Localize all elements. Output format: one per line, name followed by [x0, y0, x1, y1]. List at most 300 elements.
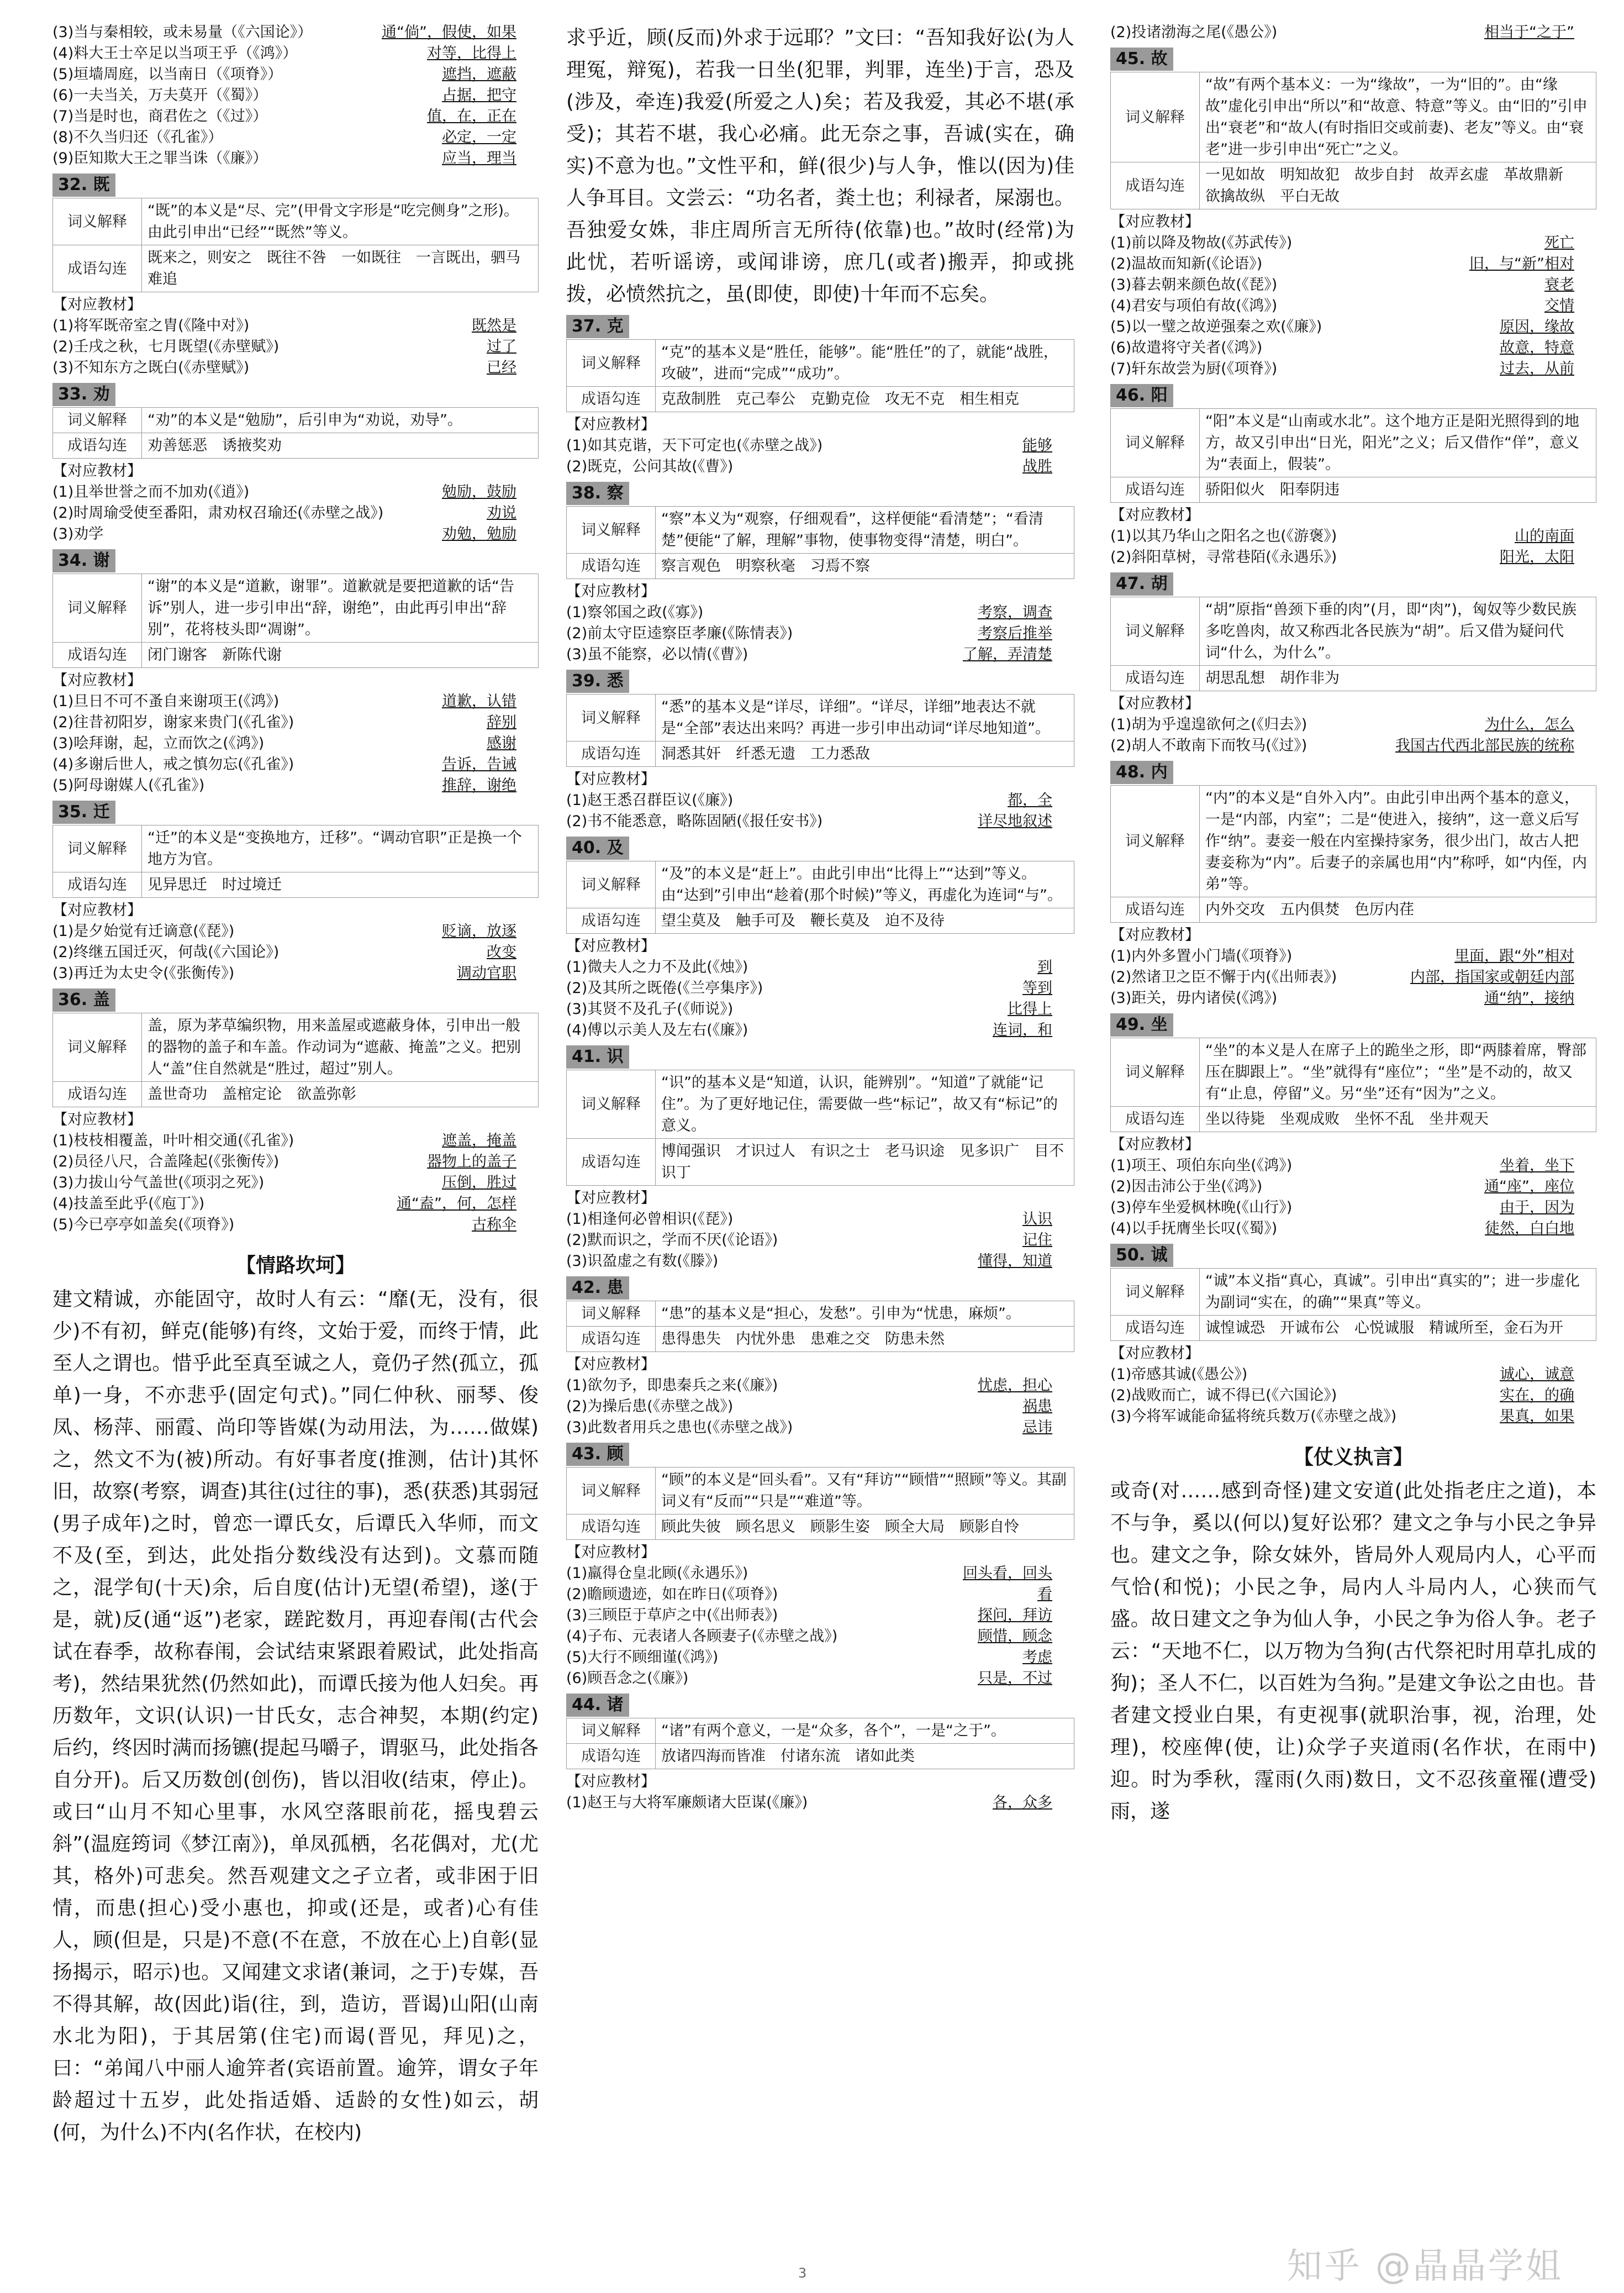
example-sentence: (2)终继五国迁灭，何哉(《六国论》) — [52, 944, 280, 961]
textbook-label: 【对应教材】 — [566, 771, 656, 788]
example-sentence: (1)赵王与大将军廉颇诸大臣谋(《廉》) — [566, 1794, 808, 1811]
meaning-text: “患”的基本义是“担心，发愁”。引申为“忧患，麻烦”。 — [656, 1301, 1074, 1327]
meaning-text: “悉”的基本义是“详尽，详细”。“详尽，详细”地表达不就是“全部”表达出来吗？再进一步引申出动词“详尽地知道”。 — [656, 695, 1074, 741]
example-sentence: (1)赵王悉召群臣议(《廉》) — [566, 792, 734, 809]
idiom-label: 成语勾连 — [53, 643, 142, 668]
example-meaning: 记住 — [1022, 1232, 1052, 1249]
word-entries — [52, 169, 539, 1235]
example-meaning: 既然是 — [472, 317, 516, 334]
textbook-item — [1110, 1197, 1596, 1218]
textbook-item — [52, 1214, 539, 1235]
textbook-item — [52, 148, 539, 169]
word-entry — [52, 796, 539, 984]
textbook-item — [566, 1396, 1074, 1417]
idiom-text: 察言观色 明察秋毫 习焉不察 — [656, 554, 1074, 579]
column-left — [52, 22, 539, 2149]
example-sentence: (2)壬戌之秋，七月既望(《赤壁赋》) — [52, 338, 280, 355]
textbook-item — [566, 456, 1074, 477]
textbook-item — [566, 644, 1074, 665]
textbook-item — [1110, 735, 1596, 756]
textbook-item — [52, 315, 539, 336]
idiom-text: 盖世奇功 盖棺定论 欲盖弥彰 — [142, 1082, 539, 1107]
textbook-item — [1110, 338, 1596, 359]
meaning-label: 词义解释 — [1111, 1038, 1200, 1107]
textbook-item — [566, 811, 1074, 832]
idiom-text: 博闻强识 才识过人 有识之士 老马识途 见多识广 目不识丁 — [656, 1139, 1074, 1186]
textbook-item — [566, 1020, 1074, 1041]
idiom-label: 成语勾连 — [53, 245, 142, 292]
example-sentence: (4)多谢后世人，戒之慎勿忘(《孔雀》) — [52, 756, 294, 773]
definition-table — [52, 825, 539, 898]
word-entry — [566, 1438, 1074, 1689]
example-meaning: 各，众多 — [993, 1794, 1052, 1811]
meaning-text: “及”的本义是“赶上”。由此引申出“比得上”“达到”等义。由“达到”引申出“趁着(那个时候)”等义，再虚化为连词“与”。 — [656, 861, 1074, 908]
meaning-label: 词义解释 — [567, 507, 656, 554]
example-sentence: (1)项王、项伯东向坐(《鸿》) — [1110, 1157, 1293, 1174]
example-sentence: (3)劝学 — [52, 525, 104, 543]
idiom-label: 成语勾连 — [1111, 666, 1200, 691]
example-meaning: 祸患 — [1022, 1398, 1052, 1415]
idiom-label: 成语勾连 — [1111, 897, 1200, 923]
textbook-item — [1110, 317, 1596, 338]
example-meaning: 调动官职 — [457, 965, 516, 982]
idiom-text: 放诸四海而皆准 付诸东流 诸如此类 — [656, 1744, 1074, 1769]
definition-table — [566, 1301, 1074, 1352]
meaning-text: “内”的本义是“自外入内”。由此引申出两个基本的意义，一是“内部，内室”；二是“使进入，接纳”，这一意义后写作“纳”。妻妾一般在内室操持家务，很少出门，故古人把妻妾称为“内”。后妻子的亲属也用“内”称呼，如“内侄，内弟”等。 — [1200, 786, 1596, 897]
meaning-text: “诸”有两个意义，一是“众多，各个”，一是“之于”。 — [656, 1718, 1074, 1744]
word-entry — [52, 169, 539, 378]
word-heading: 39. 悉 — [566, 670, 629, 693]
textbook-items — [52, 315, 539, 378]
example-meaning: 考察，调查 — [978, 604, 1052, 621]
textbook-label: 【对应教材】 — [52, 1111, 142, 1128]
meaning-label: 词义解释 — [567, 1718, 656, 1744]
example-meaning: 压倒，胜过 — [442, 1174, 516, 1191]
definition-table — [52, 407, 539, 459]
example-meaning: 实在，的确 — [1500, 1387, 1574, 1404]
textbook-items — [52, 691, 539, 796]
example-sentence: (5)阿母谢媒人(《孔雀》) — [52, 777, 205, 794]
example-meaning: 辞别 — [487, 714, 516, 731]
example-meaning: 内部，指国家或朝廷内部 — [1410, 969, 1574, 986]
example-meaning: 衰老 — [1544, 276, 1574, 293]
example-meaning: 为什么，怎么 — [1485, 716, 1574, 733]
textbook-items — [566, 602, 1074, 665]
example-sentence: (3)其贤不及孔子(《师说》) — [566, 1001, 734, 1018]
example-meaning: 山的南面 — [1515, 528, 1574, 545]
example-meaning: 我国古代西北部民族的统称 — [1395, 737, 1574, 754]
textbook-item — [52, 127, 539, 148]
example-sentence: (3)三顾臣于草庐之中(《出师表》) — [566, 1607, 778, 1624]
word-heading: 40. 及 — [566, 837, 629, 860]
idiom-label: 成语勾连 — [1111, 1107, 1200, 1132]
textbook-label: 【对应教材】 — [566, 1190, 656, 1207]
word-entry — [566, 311, 1074, 477]
word-heading: 42. 患 — [566, 1276, 629, 1300]
textbook-item — [1110, 1218, 1596, 1239]
textbook-label: 【对应教材】 — [52, 902, 142, 919]
textbook-item — [1110, 946, 1596, 967]
word-entry — [566, 1041, 1074, 1272]
word-entry — [52, 984, 539, 1235]
example-sentence: (4)傅以示美人及左右(《廉》) — [566, 1022, 748, 1039]
word-heading: 45. 故 — [1110, 48, 1173, 71]
word-entry — [52, 378, 539, 545]
idiom-label: 成语勾连 — [567, 1744, 656, 1769]
textbook-items — [1110, 22, 1596, 43]
textbook-item — [566, 1375, 1074, 1396]
textbook-items — [1110, 1155, 1596, 1239]
textbook-item — [1110, 254, 1596, 275]
meaning-label: 词义解释 — [1111, 72, 1200, 162]
meaning-text: “察”本义为“观察，仔细观看”，这样便能“看清楚”；“看清楚”便能“了解，理解”事物，使事物变得“清楚，明白”。 — [656, 507, 1074, 554]
meaning-label: 词义解释 — [567, 861, 656, 908]
idiom-text: 闭门谢客 新陈代谢 — [142, 643, 539, 668]
example-sentence: (3)当与秦相较，或未易量（《六国论》） — [52, 24, 313, 41]
textbook-items — [566, 1563, 1074, 1689]
example-sentence: (1)以其乃华山之阳名之也(《游褒》) — [1110, 528, 1337, 545]
example-sentence: (3)距关，毋内诸侯(《鸿》) — [1110, 990, 1278, 1007]
example-meaning: 过去，从前 — [1500, 360, 1574, 377]
example-sentence: (4)技盖至此乎(《庖丁》) — [52, 1195, 205, 1212]
textbook-item — [52, 482, 539, 503]
example-meaning: 了解，弄清楚 — [963, 646, 1052, 663]
definition-table — [1110, 785, 1596, 923]
example-meaning: 阳光，太阳 — [1500, 549, 1574, 566]
example-meaning: 连词，和 — [993, 1022, 1052, 1039]
example-meaning: 通“纳”，接纳 — [1484, 990, 1574, 1007]
word-heading: 46. 阳 — [1110, 384, 1173, 407]
example-meaning: 已经 — [487, 359, 516, 376]
textbook-item — [52, 106, 539, 127]
textbook-item — [566, 1792, 1074, 1813]
idiom-text: 胡思乱想 胡作非为 — [1200, 666, 1596, 691]
idiom-label: 成语勾连 — [53, 433, 142, 459]
meaning-text: “顾”的本义是“回头看”。又有“拜访”“顾惜”“照顾”等义。其副词义有“反而”“只是”“难道”等。 — [656, 1468, 1074, 1514]
example-meaning: 顾惜，顾念 — [978, 1628, 1052, 1645]
textbook-items — [566, 1792, 1074, 1813]
idiom-label: 成语勾连 — [567, 554, 656, 579]
meaning-label: 词义解释 — [53, 408, 142, 433]
textbook-item — [52, 775, 539, 796]
textbook-label: 【对应教材】 — [1110, 507, 1200, 524]
textbook-item — [1110, 1155, 1596, 1176]
textbook-item — [52, 357, 539, 378]
textbook-label: 【对应教材】 — [52, 462, 142, 480]
example-sentence: (3)此数者用兵之患也(《赤壁之战》) — [566, 1419, 793, 1436]
textbook-item — [52, 503, 539, 524]
definition-table — [52, 198, 539, 292]
meaning-label: 词义解释 — [53, 198, 142, 245]
textbook-item — [52, 64, 539, 85]
textbook-item — [52, 733, 539, 754]
example-sentence: (1)前以降及物故(《苏武传》) — [1110, 234, 1293, 251]
meaning-label: 词义解释 — [1111, 409, 1200, 477]
example-meaning: 懂得，知道 — [978, 1253, 1052, 1270]
textbook-item — [52, 963, 539, 984]
example-meaning: 遮挡，遮蔽 — [442, 66, 516, 83]
meaning-label: 词义解释 — [567, 1301, 656, 1327]
watermark: 知乎 @晶晶学姐 — [1286, 2246, 1563, 2287]
example-sentence: (3)再迁为太史令(《张衡传》) — [52, 965, 235, 982]
meaning-text: “迁”的本义是“变换地方，迁移”。“调动官职”正是换一个地方为官。 — [142, 825, 539, 872]
textbook-item — [566, 1230, 1074, 1251]
example-meaning: 诚心，诚意 — [1500, 1366, 1574, 1383]
example-sentence: (4)君安与项伯有故(《鸿》) — [1110, 297, 1278, 314]
meaning-label: 词义解释 — [1111, 1269, 1200, 1316]
example-meaning: 告诉，告诫 — [442, 756, 516, 773]
textbook-item — [566, 790, 1074, 811]
textbook-item — [1110, 547, 1596, 568]
word-heading: 48. 内 — [1110, 761, 1173, 784]
textbook-items — [1110, 526, 1596, 568]
textbook-label: 【对应教材】 — [566, 1356, 656, 1373]
example-meaning: 感谢 — [487, 735, 516, 752]
example-meaning: 道歉，认错 — [442, 693, 516, 710]
example-sentence: (3)今将军诚能命猛将统兵数万(《赤壁之战》) — [1110, 1408, 1397, 1425]
idiom-text: 见异思迁 时过境迁 — [142, 872, 539, 898]
word-entry — [566, 1689, 1074, 1813]
example-meaning: 推辞，谢绝 — [442, 777, 516, 794]
example-meaning: 考虑 — [1022, 1649, 1052, 1666]
story-title: 【仗义执言】 — [1293, 1446, 1413, 1469]
definition-table — [1110, 72, 1596, 209]
example-meaning: 忧虑，担心 — [978, 1377, 1052, 1394]
idiom-text: 劝善惩恶 诱掖奖劝 — [142, 433, 539, 459]
textbook-item — [1110, 275, 1596, 296]
meaning-label: 词义解释 — [1111, 786, 1200, 897]
textbook-label: 【对应教材】 — [566, 938, 656, 955]
meaning-label: 词义解释 — [53, 1013, 142, 1082]
textbook-item — [52, 1151, 539, 1172]
example-sentence: (2)投诸渤海之尾(《愚公》) — [1110, 24, 1278, 41]
idiom-text: 一见如故 明知故犯 故步自封 故弄玄虚 革故鼎新 欲擒故纵 平白无故 — [1200, 162, 1596, 209]
textbook-label: 【对应教材】 — [52, 672, 142, 689]
example-meaning: 旧，与“新”相对 — [1469, 255, 1574, 272]
meaning-text: 盖，原为茅草编织物，用来盖屋或遮蔽身体，引申出一般的器物的盖子和车盖。作动词为“遮蔽、掩盖”之义。把别人“盖”住自然就是“胜过，超过”别人。 — [142, 1013, 539, 1082]
example-sentence: (1)是夕始觉有迁谪意(《琵》) — [52, 923, 235, 940]
example-sentence: (1)察邻国之政(《寡》) — [566, 604, 704, 621]
word-entries — [1110, 43, 1596, 1427]
definition-table — [566, 1070, 1074, 1186]
textbook-items — [52, 482, 539, 545]
textbook-label: 【对应教材】 — [566, 583, 656, 600]
definition-table — [566, 339, 1074, 412]
example-sentence: (3)哙拜谢，起，立而饮之(《鸿》) — [52, 735, 265, 752]
idiom-label: 成语勾连 — [53, 1082, 142, 1107]
page-number: 3 — [798, 2265, 807, 2281]
example-sentence: (3)力拔山兮气盖世(《项羽之死》) — [52, 1174, 265, 1191]
example-sentence: (5)垣墙周庭，以当南日（《项脊》） — [52, 66, 283, 83]
example-meaning: 回头看，回头 — [963, 1565, 1052, 1582]
example-meaning: 应当，理当 — [442, 150, 516, 167]
example-meaning: 由于，因为 — [1500, 1199, 1574, 1216]
textbook-item — [1110, 967, 1596, 988]
textbook-item — [52, 691, 539, 712]
meaning-label: 词义解释 — [567, 1070, 656, 1139]
textbook-item — [566, 1605, 1074, 1626]
word-heading: 38. 察 — [566, 482, 629, 505]
textbook-item — [52, 22, 539, 43]
idiom-text: 既来之，则安之 既往不咎 一如既往 一言既出，驷马难追 — [142, 245, 539, 292]
story-text-continued: 求乎近，顾(反而)外求于远耶？”文曰：“吾知我好讼(为人理冤，辩冤)，若我一日坐(犯罪，判罪，连坐)于言，恐及(涉及，牵连)我爱(所爱之人)矣；若及我爱，其必不堪(承受)；其若不堪，我心必痛。此无奈之事，吾诚(实在，确实)不意为也。”文性平和，鲜(很少)与人争，惟以(因为)佳人争耳目。文尝云：“功名者，粪土也；利禄者，屎溺也。吾独爱女姝，非庄周所言无所待(依靠)也。”故时(经常)为此忧，若听谣谤，或闻诽谤，庶几(或者)搬弄，抑或挑拨，必愤然抗之，虽(即使，即使)十年而不忘矣。 — [566, 27, 1074, 306]
example-meaning: 坐着，坐下 — [1500, 1157, 1574, 1174]
textbook-item — [52, 1130, 539, 1151]
textbook-item — [52, 524, 539, 545]
example-meaning: 只是，不过 — [978, 1670, 1052, 1687]
example-sentence: (1)旦日不可不蚤自来谢项王(《鸿》) — [52, 693, 280, 710]
example-sentence: (2)时周瑜受使至番阳，肃劝权召瑜还(《赤壁之战》) — [52, 504, 384, 522]
example-meaning: 相当于“之于” — [1484, 24, 1574, 41]
textbook-item — [1110, 1364, 1596, 1385]
example-sentence: (2)瞻顾遗迹，如在昨日(《项脊》) — [566, 1586, 778, 1603]
example-sentence: (6)一夫当关，万夫莫开（《蜀》） — [52, 87, 268, 104]
example-sentence: (2)往昔初阳岁，谢家来贵门(《孔雀》) — [52, 714, 294, 731]
example-sentence: (2)胡人不敢南下而牧马(《过》) — [1110, 737, 1307, 754]
definition-table — [1110, 1268, 1596, 1341]
definition-table — [52, 1013, 539, 1107]
textbook-item — [566, 602, 1074, 623]
example-sentence: (2)然诸卫之臣不懈于内(《出师表》) — [1110, 969, 1337, 986]
example-sentence: (6)故遣将守关者(《鸿》) — [1110, 339, 1263, 356]
example-sentence: (2)默而识之，学而不厌(《论语》) — [566, 1232, 778, 1249]
meaning-label: 词义解释 — [567, 340, 656, 387]
word-entry — [1110, 1239, 1596, 1427]
meaning-text: “诚”本义指“真心，真诚”。引申出“真实的”；进一步虚化为副词“实在，的确”“果真”等义。 — [1200, 1269, 1596, 1316]
story-text: 或奇(对……感到奇怪)建文安道(此处指老庄之道)，本不与争，奚以(何以)复好讼邪？建文之争与小民之争异也。建文之争，除女妹外，皆局外人观局内人，心平而气恰(和悦)；小民之争，局内人斗局内人，心狭而气盛。故日建文之争为仙人争，小民之争为俗人争。老子云：“天地不仁，以万物为刍狗(古代祭祀时用草扎成的狗)；圣人不仁，以百姓为刍狗。”是建文争讼之由也。昔者建文授业白果，有吏视事(就职治事，视，治理，处理)，校座俾(使，让)众学子夹道雨(名作状，在雨中)迎。时为季秋，霪雨(久雨)数日，文不忍孩童罹(遭受)雨，遂 — [1110, 1480, 1596, 1823]
example-meaning: 对等，比得上 — [427, 45, 516, 62]
textbook-item — [1110, 988, 1596, 1009]
story-title: 【情路坎坷】 — [235, 1254, 355, 1277]
example-sentence: (2)为操后患(《赤壁之战》) — [566, 1398, 734, 1415]
textbook-item — [566, 999, 1074, 1020]
column-middle — [566, 22, 1074, 1813]
textbook-item — [566, 1668, 1074, 1689]
textbook-label: 【对应教材】 — [52, 296, 142, 313]
textbook-item — [52, 1172, 539, 1193]
example-sentence: (7)轩东故尝为厨(《项脊》) — [1110, 360, 1278, 377]
textbook-items — [566, 1209, 1074, 1272]
textbook-label: 【对应教材】 — [566, 1544, 656, 1561]
textbook-item — [1110, 233, 1596, 254]
textbook-label: 【对应教材】 — [1110, 213, 1200, 230]
example-meaning: 改变 — [487, 944, 516, 961]
example-sentence: (4)料大王士卒足以当项王乎（《鸿》） — [52, 45, 298, 62]
example-meaning: 值，在，正在 — [427, 108, 516, 125]
story-text: 建文精诚，亦能固守，故时人有云：“靡(无，没有，很少)不有初，鲜克(能够)有终，文始于爱，而终于情，此至人之谓也。惜乎此至真至诚之人，竟仍孑然(孤立，孤单)一身，不亦悲乎(固定句式)。”同仁仲秋、丽琴、俊凤、杨萍、丽霞、尚印等皆媒(为动用法，为……做媒)之，然文不为(被)所动。有好事者度(推测，估计)其怀旧，故察(考察，调查)其往(过往的事)，悉(获悉)其弱冠(男子成年)之时，曾恋一谭氏女，后谭氏入华师，而文不及(至，到达，此处指分数线没有达到)。文慕而随之，混学旬(十天)余，后自度(估计)无望(希望)，遂(于是，就)反(通“返”)老家，蹉跎数月，再迎春闱(古代会试在春季，故称春闱，会试结束紧跟着殿试，此处指高考)，然结果犹然(仍然如此)，而谭氏接为他人妇矣。再历数年，文识(认识)一甘氏女，志合神契，本期(约定)后约，终因时满而扬镳(提起马嚼子，谓驱马，此处指各自分开)。后又历数创(创伤)，皆以泪收(结束，停止)。或曰“山月不知心里事，水风空落眼前花，摇曳碧云斜”(温庭筠词《梦江南》)，单凤孤栖，名花偶对，尤(尤其，格外)可悲矣。然吾观建文之孑立者，或非困于旧情，而患(担心)受小惠也，抑或(还是，或者)心有佳人，顾(但是，只是)不意(不在意，不放在心上)自彰(显扬揭示，昭示)也。又闻建文求诸(兼词，之于)专媒，吾不得其解，故(因此)诣(往，到，造访，晋谒)山阳(山南水北为阳)，于其居第(住宅)而谒(晋见，拜见)之，曰：“弟闻八中丽人逾笄者(宾语前置。逾笄，谓女子年龄超过十五岁，此处指适婚、适龄的女性)如云，胡(何，为什么)不内(名作状，在校内) — [52, 1288, 539, 2144]
textbook-items — [566, 790, 1074, 832]
definition-table — [566, 861, 1074, 934]
example-sentence: (2)因击沛公于坐(《鸿》) — [1110, 1178, 1263, 1195]
word-heading: 36. 盖 — [52, 988, 115, 1012]
idiom-text: 望尘莫及 触手可及 鞭长莫及 迫不及待 — [656, 908, 1074, 934]
example-sentence: (2)温故而知新(《论语》) — [1110, 255, 1263, 272]
example-sentence: (1)欲勿予，即患秦兵之来(《廉》) — [566, 1377, 778, 1394]
example-meaning: 死亡 — [1544, 234, 1574, 251]
example-meaning: 必定，一定 — [442, 129, 516, 146]
meaning-label: 词义解释 — [1111, 597, 1200, 666]
example-meaning: 考察后推举 — [978, 625, 1052, 642]
example-sentence: (1)内外多置小门墙(《项脊》) — [1110, 948, 1293, 965]
idiom-text: 骄阳似火 阳奉阴违 — [1200, 477, 1596, 503]
example-meaning: 过了 — [487, 338, 516, 355]
textbook-item — [52, 336, 539, 357]
example-sentence: (5)以一璧之故逆强秦之欢(《廉》) — [1110, 318, 1322, 335]
example-meaning: 比得上 — [1008, 1001, 1052, 1018]
example-sentence: (2)斜阳草树，寻常巷陌(《永遇乐》) — [1110, 549, 1337, 566]
textbook-items — [1110, 1364, 1596, 1427]
word-heading: 50. 诚 — [1110, 1244, 1173, 1267]
example-sentence: (1)枝枝相覆盖，叶叶相交通(《孔雀》) — [52, 1132, 294, 1149]
textbook-items — [52, 1130, 539, 1235]
textbook-item — [1110, 1385, 1596, 1406]
example-sentence: (2)前太守臣逵察臣孝廉(《陈情表》) — [566, 625, 793, 642]
example-sentence: (7)当是时也，商君佐之（《过》） — [52, 108, 268, 125]
textbook-item — [52, 43, 539, 64]
textbook-item — [566, 1209, 1074, 1230]
word-entry — [566, 832, 1074, 1041]
textbook-item — [566, 1251, 1074, 1272]
word-entry — [566, 477, 1074, 665]
example-sentence: (5)今已亭亭如盖矣(《项脊》) — [52, 1216, 235, 1233]
textbook-item — [52, 712, 539, 733]
example-sentence: (3)暮去朝来颜色故(《琵》) — [1110, 276, 1278, 293]
example-meaning: 看 — [1037, 1586, 1052, 1603]
meaning-text: “既”的本义是“尽、完”(甲骨文字形是“吃完侧身”之形)。由此引申出“已经”“既然”等义。 — [142, 198, 539, 245]
textbook-item — [1110, 1406, 1596, 1427]
textbook-items — [566, 435, 1074, 477]
example-meaning: 战胜 — [1022, 458, 1052, 475]
word-entry — [1110, 1009, 1596, 1239]
word-entry — [1110, 568, 1596, 756]
example-meaning: 劝说 — [487, 504, 516, 522]
meaning-text: “克”的基本义是“胜任，能够”。能“胜任”的了，就能“战胜，攻破”，进而“完成”“成功”。 — [656, 340, 1074, 387]
idiom-label: 成语勾连 — [567, 387, 656, 412]
textbook-item — [566, 1647, 1074, 1668]
textbook-label: 【对应教材】 — [1110, 695, 1200, 712]
textbook-item — [1110, 22, 1596, 43]
word-entry — [566, 1272, 1074, 1438]
example-sentence: (1)相逢何必曾相识(《琵》) — [566, 1211, 734, 1228]
idiom-text: 诚惶诚恐 开诚布公 心悦诚服 精诚所至，金石为开 — [1200, 1316, 1596, 1341]
word-heading: 47. 胡 — [1110, 572, 1173, 596]
textbook-item — [1110, 296, 1596, 317]
definition-table — [566, 1718, 1074, 1769]
word-heading: 44. 诸 — [566, 1694, 629, 1717]
textbook-items — [1110, 714, 1596, 756]
textbook-items — [52, 921, 539, 984]
example-meaning: 劝勉，勉励 — [442, 525, 516, 543]
example-sentence: (3)不知东方之既白(《赤壁赋》) — [52, 359, 250, 376]
example-meaning: 原因，缘故 — [1500, 318, 1574, 335]
textbook-item — [566, 1626, 1074, 1647]
word-heading: 35. 迁 — [52, 801, 115, 824]
idiom-label: 成语勾连 — [567, 741, 656, 767]
example-sentence: (3)虽不能察，必以情(《曹》) — [566, 646, 748, 663]
example-meaning: 遮盖，掩盖 — [442, 1132, 516, 1149]
textbook-item — [52, 921, 539, 942]
example-meaning: 详尽地叙述 — [978, 813, 1052, 830]
example-meaning: 认识 — [1022, 1211, 1052, 1228]
textbook-items — [566, 1375, 1074, 1438]
textbook-label: 【对应教材】 — [1110, 927, 1200, 944]
example-sentence: (2)书不能悉意，略陈固陋(《报任安书》) — [566, 813, 823, 830]
example-meaning: 贬谪，放逐 — [442, 923, 516, 940]
meaning-text: “阳”本义是“山南或水北”。这个地方正是阳光照得到的地方，故又引申出“日光，阳光”之义；后又借作“佯”，意义为“表面上，假装”。 — [1200, 409, 1596, 477]
example-sentence: (8)不久当归还（《孔雀》） — [52, 129, 223, 146]
textbook-item — [1110, 359, 1596, 380]
example-sentence: (1)胡为乎遑遑欲何之(《归去》) — [1110, 716, 1307, 733]
